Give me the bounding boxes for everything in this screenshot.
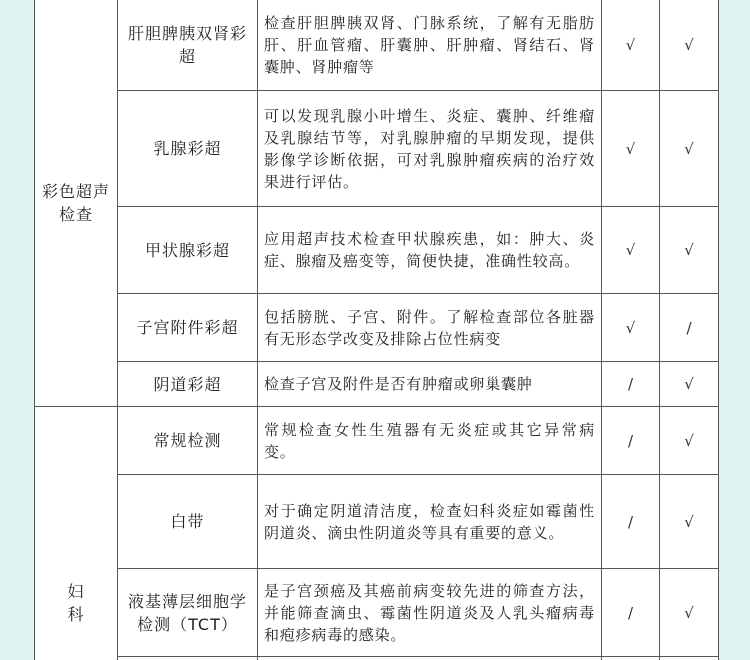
item-description: 可以发现乳腺小叶增生、炎症、囊肿、纤维瘤及乳腺结节等，对乳腺肿瘤的早期发现，提供影像学诊断依据，可对乳腺肿瘤疾病的治疗效果进行评估。 bbox=[264, 106, 595, 191]
package-b-mark: √ bbox=[684, 139, 694, 158]
package-a-mark: √ bbox=[625, 139, 636, 158]
item-name: 子宫附件彩超 bbox=[136, 318, 239, 337]
item-name: 常规检测 bbox=[153, 431, 222, 450]
package-b-mark: √ bbox=[684, 603, 694, 622]
item-name: 阴道彩超 bbox=[153, 374, 222, 394]
item-description: 常规检查女性生殖器有无炎症或其它异常病变。 bbox=[264, 420, 595, 461]
package-b-mark: / bbox=[686, 318, 692, 337]
item-description: 是子宫颈癌及其癌前病变较先进的筛查方法，并能筛查滴虫、霉菌性阴道炎及人乳头瘤病毒和疱疹病毒的感染。 bbox=[264, 581, 595, 644]
item-name: 白带 bbox=[170, 512, 205, 531]
item-name: 液基薄层细胞学检测（TCT） bbox=[127, 591, 247, 634]
package-b-mark: √ bbox=[684, 241, 694, 259]
item-description: 检查肝胆脾胰双肾、门脉系统，了解有无脂肪肝、肝血管瘤、肝囊肿、肝肿瘤、肾结石、肾囊肿、肾肿瘤等 bbox=[264, 14, 595, 76]
package-a-mark: √ bbox=[625, 241, 636, 259]
item-description: 检查子宫及附件是否有肿瘤或卵巢囊肿 bbox=[264, 375, 533, 393]
category-gynecology: 妇 科 bbox=[67, 582, 85, 624]
item-description: 包括膀胱、子宫、附件。了解检查部位各脏器有无形态学改变及排除占位性病变 bbox=[264, 307, 595, 348]
package-a-mark: √ bbox=[625, 318, 636, 337]
item-description: 对于确定阴道清洁度，检查妇科炎症如霉菌性阴道炎、滴虫性阴道炎等具有重要的意义。 bbox=[264, 501, 595, 542]
package-a-mark: / bbox=[627, 512, 634, 531]
package-a-mark: / bbox=[627, 375, 634, 393]
item-name: 肝胆脾胰双肾彩超 bbox=[127, 24, 247, 66]
package-a-mark: / bbox=[627, 603, 634, 622]
exam-table bbox=[34, 0, 719, 660]
row-divider bbox=[117, 656, 718, 657]
package-a-mark: √ bbox=[625, 36, 636, 54]
item-description: 应用超声技术检查甲状腺疾患，如：肿大、炎症、腺瘤及癌变等，简便快捷，准确性较高。 bbox=[264, 230, 595, 270]
package-a-mark: / bbox=[627, 431, 634, 450]
package-b-mark: √ bbox=[684, 375, 694, 393]
package-b-mark: √ bbox=[684, 36, 694, 54]
category-ultrasound: 彩色超声 检查 bbox=[41, 182, 110, 224]
item-name: 乳腺彩超 bbox=[153, 139, 222, 158]
item-name: 甲状腺彩超 bbox=[144, 240, 230, 260]
package-b-mark: √ bbox=[684, 512, 694, 531]
package-b-mark: √ bbox=[684, 431, 694, 450]
